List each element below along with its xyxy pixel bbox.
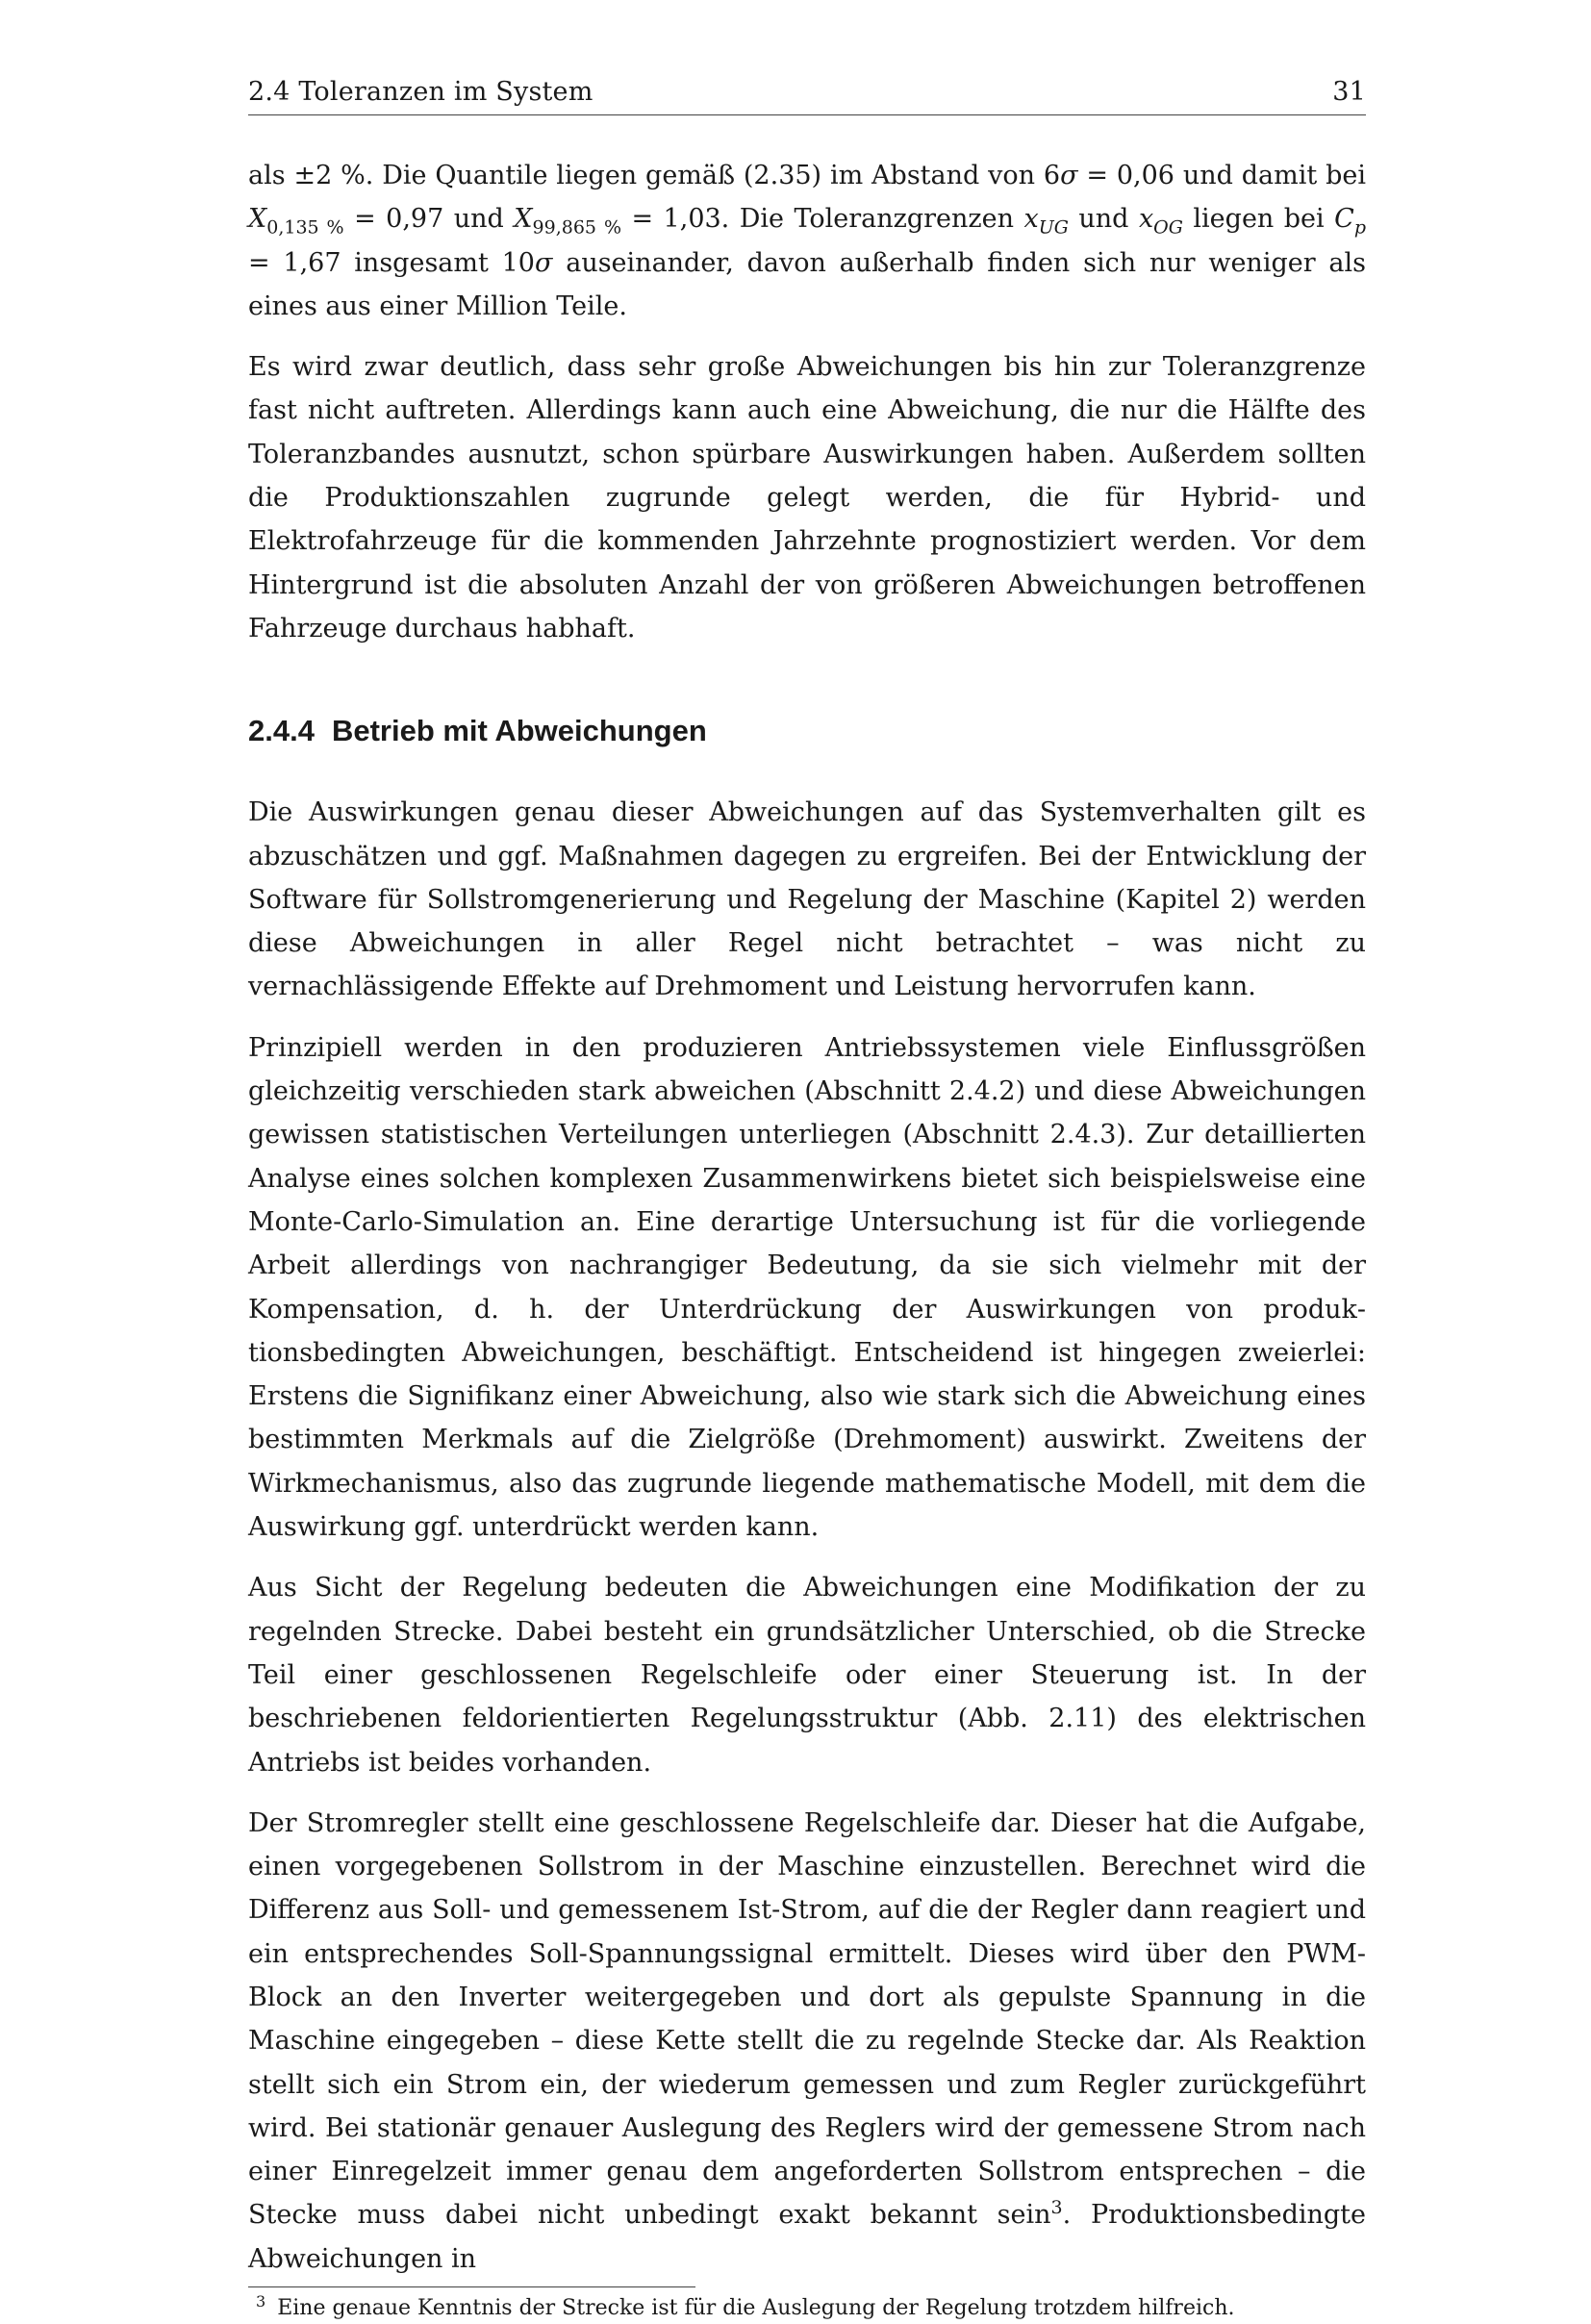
footnote-mark: 3 xyxy=(256,2291,266,2311)
footnote-reference[interactable]: 3 xyxy=(1050,2197,1063,2219)
section-heading xyxy=(248,714,1366,748)
running-header xyxy=(248,77,1366,115)
footnote-rule xyxy=(248,2286,695,2287)
page xyxy=(248,77,1366,2324)
footnote-text: Eine genaue Kenntnis der Strecke ist für die Auslegung der Regelung trotzdem hilfreich. xyxy=(277,2296,1235,2321)
page-number: 31 xyxy=(1332,77,1366,107)
paragraph-3: Die Auswirkungen genau dieser Abweichungen auf das Systemverhalten gilt es abzuschätzen und ggf. Maßnahmen dagegen zu ergreifen. Bei der Entwicklung der Software für Sollstromgenerierung und Regelung der Maschine (Kapitel 2) werden diese Abweichungen in aller Regel nicht betrachtet – was nicht zu vernachlässigende Effekte auf Drehmoment und Leistung hervorrufen kann. xyxy=(248,797,1366,1002)
paragraph-1: als ±2 %. Die Quantile liegen gemäß (2.35) im Abstand von 6σ = 0,06 und damit bei $X_{0,135 \%} = 0,97$ und $X_{99,865 \%} = 1,03$. Die Toleranzgrenzen $x_{UG}$ und $x_{OG}$ liegen bei $C_p = 1,67$ insgesamt 10σ auseinander, davon außerhalb finden sich nur weniger als eines aus einer Million Teile. xyxy=(248,161,1366,321)
section-title: Betrieb mit Abweichungen xyxy=(331,714,707,748)
paragraph-4: Prinzipiell werden in den produzieren Antriebssystemen viele Einflussgrößen gleichzeitig verschieden stark abweichen (Abschnitt 2.4.2) und diese Abweichungen gewissen statistischen Verteilungen unterliegen (Abschnitt 2.4.3). Zur detaillierten Analyse eines solchen komplexen Zusammenwirkens bietet sich beispielsweise eine Monte-Carlo-Simulation an. Eine derartige Untersuchung ist für die vorliegende Arbeit allerdings von nachrangiger Bedeutung, da sie sich vielmehr mit der Kompensation, d. h. der Unterdrückung der Auswirkungen von produktionsbedingten Abweichungen, beschäftigt. Entscheidend ist hingegen zweierlei: Erstens die Signifikanz einer Abweichung, also wie stark sich die Abweichung eines bestimmten Merkmals auf die Zielgröße (Drehmoment) auswirkt. Zweitens der Wirkmechanismus, also das zugrunde liegende mathematische Modell, mit dem die Auswirkung ggf. unterdrückt werden kann. xyxy=(248,1032,1366,1543)
paragraph-5: Aus Sicht der Regelung bedeuten die Abweichungen eine Modifikation der zu regelnden Strecke. Dabei besteht ein grundsätzlicher Unterschied, ob die Strecke Teil einer geschlossenen Regelschleife oder einer Steuerung ist. In der beschriebenen feldorientierten Regelungsstruktur (Abb. 2.11) des elektrischen Antriebs ist beides vorhanden. xyxy=(248,1573,1366,1778)
footnote xyxy=(248,2293,1366,2324)
header-section-title: 2.4 Toleranzen im System xyxy=(248,77,593,107)
section-number: 2.4.4 xyxy=(248,714,315,748)
paragraph-6: Der Stromregler stellt eine geschlossene Regelschleife dar. Dieser hat die Aufgabe, einen vorgegebenen Sollstrom in der Maschine einzustellen. Berechnet wird die Differenz aus Soll- und gemessenem Ist-Strom, auf die der Regler dann reagiert und ein entsprechendes Soll-Spannungssignal ermittelt. Dieses wird über den PWM-Block an den Inverter weitergegeben und dort als gepulste Spannung in die Maschine eingegeben – diese Kette stellt die zu regelnde Stecke dar. Als Reaktion stellt sich ein Strom ein, der wiederum gemessen und zum Regler zurückgeführt wird. Bei stationär genauer Auslegung des Reglers wird der gemessene Strom nach einer Einregelzeit immer genau dem angeforderten Sollstrom entsprechen – die Stecke muss dabei nicht unbedingt exakt bekannt sein$^3$. Produktionsbedingte Abweichungen in xyxy=(248,1807,1366,2274)
body-text xyxy=(248,154,1366,2324)
paragraph-2: Es wird zwar deutlich, dass sehr große Abweichungen bis hin zur Toleranzgrenze fast nicht auftreten. Allerdings kann auch eine Abweichung, die nur die Hälfte des Toleranzbandes ausnutzt, schon spürbare Auswirkungen haben. Außerdem sollten die Produktionszahlen zugrunde gelegt werden, die für Hybrid- und Elektrofahrzeuge für die kommenden Jahrzehnte prognostiziert werden. Vor dem Hintergrund ist die absoluten Anzahl der von größeren Abweichungen betroffenen Fahrzeuge durchaus habhaft. xyxy=(248,352,1366,644)
